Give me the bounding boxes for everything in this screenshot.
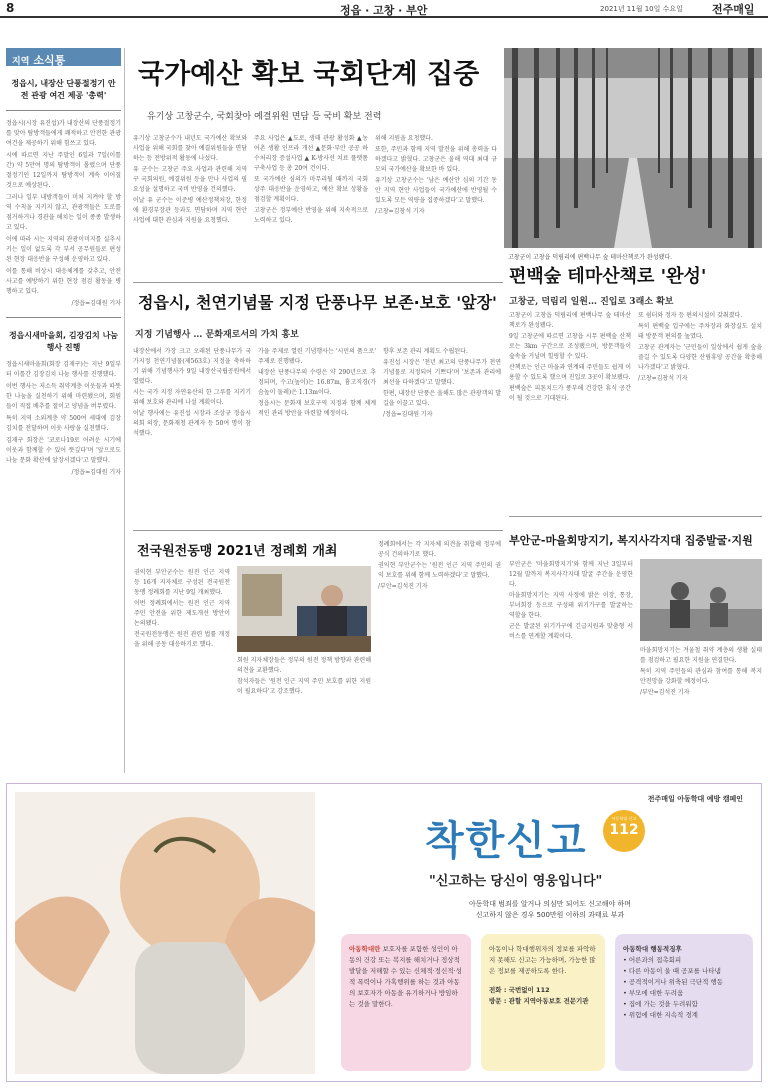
page-header bbox=[0, 0, 768, 18]
third-col-1: 고창군이 고창읍 덕림리에 편백나무 숲 테마산책로가 완성됐다. 9일 고창군에 따르면 고창읍 시무 편백숲 산책로는 3km 구간으로 조성됐으며, 방문객들이 숲속을 거닐며 힐링할 수 있다. 산책로는 인근 마을과 연계돼 주민들도 쉽게 이용할 수 있도록 했으며 진입로 3곳이 확보됐다. 편백숲은 피톤치드가 풍부해 건강한 휴식 공간이 될 것으로 기대된다. bbox=[509, 312, 631, 402]
second-col-2: 가을 주제로 열린 기념행사는 '시민의 품으로' 주제로 진행됐다. 내장산 단풍나무의 수령은 약 290년으로 추정되며, 수고(높이)는 16.87m, 흉고직경(가슴높이 둘레)은 1.13m이다. 정읍시는 문화재 보호구역 지정과 함께 체계적인 관리 방안을 마련할 예정이다. bbox=[258, 348, 376, 417]
sidebar: 지역 소식통 정읍시, 내장산 단풍절정기 안전 관광 여건 제공 '총력' 정읍시(시장 유진섭)가 내장산의 단풍절정기를 맞아 탐방객들에게 쾌적하고 안전한 관광 여건을 제공하기 위해 힘쓰고 있다. 시에 따르면 지난 주말인 6일과 7일(이틀 간) 약 5만여 명의 탐방객이 몰렸으며 단풍절정기인 12일까지 탐방객이 계속 이어질 것으로 예상된다. 그러나 일부 내방객들이 미처 지켜야 할 방역 수칙을 지키지 않고, 관광객들은 도로를 점거하거나 경관을 해치는 일이 종종 발생하고 있다. 이에 따라 시는 지역의 관광이미지를 실추시키는 일이 없도록 각 부서 공무원들로 편성된 현장 대응반을 구성해 운영하고 있다. 이를 통해 비상시 대응체계를 갖추고, 안전사고를 예방하기 위한 현장 점검 활동을 병행하고 있다. /정읍=김대원 기자 정읍시새마을회, 김장김치 나눔 행사 진행 정읍시새마을회(회장 김재구)는 지난 9일부터 이틀간 김장김치 나눔 행사를 진행했다. 이번 행사는 저소득 취약계층 이웃들과 따뜻한 나눔을 실천하기 위해 마련됐으며, 회원들이 직접 배추를 절이고 양념을 버무렸다. 특히 지역 소외계층 약 500여 세대에 김장김치를 전달하며 이웃 사랑을 실천했다. 김재구 회장은 '코로나19로 어려운 시기에 이웃과 함께할 수 있어 뜻깊다'며 '앞으로도 나눔 문화 확산에 앞장서겠다'고 말했다. /정읍=김대원 기자 bbox=[6, 48, 121, 773]
third-col-2: 또 쉼터와 정자 등 편의시설이 갖춰졌다. 특히 편백숲 입구에는 주차장과 화장실도 설치돼 방문객 편의를 높였다. 고창군 관계자는 '군민들이 일상에서 쉽게 숲을 즐길 수 있도록 다양한 산림휴양 공간을 확충해 나가겠다'고 밝혔다. /고창=김창석 기자 bbox=[638, 312, 762, 382]
byline: /부안=김석진 기자 bbox=[640, 689, 690, 696]
fourth-col-2: 회원 지자체장들은 정부의 원전 정책 방향과 관련해 의견을 교환했다. 참석자들은 '원전 인근 지역 주민 보호를 위한 지원이 필요하다'고 강조했다. bbox=[237, 657, 371, 695]
campaign-ad bbox=[6, 783, 762, 1082]
ad-box-report: 아동이나 학대행위자의 정보를 파악하지 못해도 신고는 가능하며, 가능한 많은 정보를 제공하도록 한다. 전화 : 국번없이 112 방문 : 관할 지역아동보호 전문기관 bbox=[481, 934, 605, 1071]
second-subtitle: 지정 기념행사 … 문화재로서의 가치 홍보 bbox=[135, 330, 299, 340]
sidebar-headline: 정읍시새마을회, 김장김치 나눔 행사 진행 bbox=[8, 331, 119, 352]
third-headline: 편백숲 테마산책로 '완성' bbox=[509, 266, 707, 287]
third-subtitle: 고창군, 덕림리 일원… 진입로 3래소 확보 bbox=[509, 297, 674, 307]
byline: /정읍=김대원 기자 bbox=[383, 411, 433, 418]
byline: /고창=김창석 기자 bbox=[638, 375, 688, 382]
volunteer-photo bbox=[640, 559, 762, 641]
ad-logo: 착한신고 bbox=[425, 818, 588, 864]
sidebar-tag: 지역 소식통 bbox=[6, 48, 121, 66]
meeting-photo bbox=[237, 566, 371, 652]
fourth-col-3: 정례회에서는 각 지자체 의견을 취합해 정부에 공식 건의하기로 했다. 권익현 부안군수는 '원전 인근 지역 주민의 권익 보호를 위해 함께 노력하겠다'고 말했다. /부안=김석진 기자 bbox=[378, 541, 501, 590]
hands-illustration bbox=[15, 792, 315, 1074]
fourth-col-1: 권익현 부안군수는 원전 인근 지역 등 16개 지자체로 구성된 전국원전동맹 정례회를 지난 9일 개최했다. 이번 정례회에서는 원전 인근 지역 주민 안전을 위한 제도개선 방안이 논의됐다. 전국원전동맹은 원전 관련 법률 개정을 위해 공동 대응하기로 했다. bbox=[134, 569, 230, 648]
ad-box-definition: 아동학대란 보호자를 포함한 성인이 아동의 건강 또는 복지를 해치거나 정상적 발달을 저해할 수 있는 신체적·정신적·성적 폭력이나 가혹행위를 하는 것과 아동의 보호자가 아동을 유기하거나 방임하는 것을 말한다. bbox=[341, 934, 471, 1071]
ad-box-signs: 아동학대 행동적징후 • 어른과의 접촉회피 • 다른 아동이 울 때 공포를 나타냄 • 공격적이거나 위축된 극단적 행동 • 부모에 대한 두려움 • 집에 가는 것을 두려워함 • 위험에 대한 지속적 경계 bbox=[615, 934, 753, 1071]
photo-caption: 고창군이 고창읍 덕림리에 편백나무 숲 테마산책로가 완성됐다. bbox=[508, 254, 673, 261]
fifth-headline: 부안군-마을회망지기, 복지사각지대 집중발굴·지원 bbox=[509, 534, 753, 547]
sidebar-headline: 정읍시, 내장산 단풍절정기 안전 관광 여건 제공 '총력' bbox=[11, 79, 116, 100]
ad-description: 아동학대 범죄를 알거나 의심만 되어도 신고해야 하며 신고하지 않은 경우 500만원 이하의 과태료 부과 bbox=[468, 900, 632, 919]
lead-subtitle: 유기상 고창군수, 국회찾아 예결위원 면담 등 국비 확보 전력 bbox=[147, 112, 382, 122]
fourth-headline: 전국원전동맹 2021년 정례회 개최 bbox=[137, 544, 338, 559]
second-col-3: 향후 보존 관리 계획도 수립된다. 유진섭 시장은 '천년 최고의 단풍나무가 천연기념물로 지정되어 기쁘다'며 '보존과 관리에 최선을 다하겠다'고 말했다. 한편, 내장산 단풍은 올해도 많은 관광객의 발길을 이끌고 있다. /정읍=김대원 기자 bbox=[383, 348, 501, 418]
byline: /정읍=김대원 기자 bbox=[71, 469, 121, 476]
campaign-label: 전주매일 아동학대 예방 캠페인 bbox=[647, 795, 743, 803]
forest-path-photo bbox=[504, 48, 762, 248]
lead-col-1: 유기상 고창군수가 내년도 국가예산 확보와 사업을 위해 국회를 찾아 예결위원들을 면담하는 등 전방위적 활동에 나섰다. 유 군수는 고창군 주요 사업과 관련해 지역구 국회의원, 예결위원 등을 만나 사업의 필요성을 설명하고 국비 반영을 건의했다. 이날 유 군수는 이준병 예산정책처장, 한정애 환경부장관 등과도 면담하며 지역 현안 사업에 대한 관심과 지원을 요청했다. bbox=[133, 135, 247, 224]
ad-slogan: "신고하는 당신이 영웅입니다" bbox=[429, 874, 603, 889]
page-number: 8 bbox=[6, 1, 15, 15]
lead-col-3: 위해 지원을 요청했다. 또한, 주민과 함께 지역 발전을 위해 총력을 다하겠다고 밝혔다. 고창군은 올해 역대 최대 규모의 국가예산을 확보한 바 있다. 유기상 고창군수는 '남은 예산안 심의 기간 동안 지역 현안 사업들이 국가예산에 반영될 수 있도록 모든 역량을 집중하겠다'고 말했다. /고창=김창석 기자 bbox=[375, 135, 497, 215]
issue-date: 2021년 11월 10일 수요일 bbox=[600, 5, 683, 13]
section-title: 정읍 · 고창 · 부안 bbox=[340, 4, 428, 17]
lead-headline: 국가예산 확보 국회단계 집중 bbox=[138, 59, 480, 90]
byline: /부안=김석진 기자 bbox=[378, 583, 428, 590]
lead-col-2: 주요 사업은 ▲도로, 생태 관광 활성화 ▲농어촌 생활 인프라 개선 ▲문화·부안 공공 하수처리장 증설사업 ▲ K-방사선 치료 플랫폼 구축사업 등 총 20여 건이다. 또 국가예산 심의가 마무리될 때까지 국회 상주 대응반을 운영하고, 예산 확보 상황을 점검할 계획이다. 고창군은 정부예산 반영을 위해 지속적으로 노력하고 있다. bbox=[254, 135, 368, 224]
byline: /고창=김창석 기자 bbox=[375, 208, 425, 215]
second-headline: 정읍시, 천연기념물 지정 단풍나무 보존·보호 '앞장' bbox=[138, 293, 497, 312]
fifth-col-1: 부안군은 '마을회망지기'와 함께 지난 3일부터 12월 말까지 복지사각지대 발굴 주간을 운영한다. 마을회망지기는 지역 사정에 밝은 이장, 통장, 부녀회장 등으로 구성돼 위기가구를 발굴하는 역할을 한다. 군은 발굴된 위기가구에 긴급지원과 맞춤형 서비스를 연계할 계획이다. bbox=[509, 561, 633, 640]
byline: /정읍=김대원 기자 bbox=[71, 300, 121, 307]
fifth-col-2: 마을회망지기는 겨울철 취약 계층의 생활 실태를 점검하고 필요한 지원을 연결한다. 특히 지역 주민들의 관심과 참여를 통해 복지 안전망을 강화할 예정이다. /부안=김석진 기자 bbox=[640, 647, 762, 696]
paper-name: 전주매일 bbox=[712, 3, 755, 16]
badge-112: 아동학대 신고 112 bbox=[603, 810, 645, 852]
second-col-1: 내장산에서 가장 크고 오래된 단풍나무가 국가지정 천연기념물(제563호) 지정을 축하하기 위해 기념행사가 9일 내장산국립공원에서 열렸다. 시는 국가 지정 자연유산의 한 그루를 지키기 위해 보호와 관리에 나설 계획이다. 이날 행사에는 유진섭 시장과 조상규 정읍시의회 의장, 문화재청 관계자 등 50여 명이 참석했다. bbox=[133, 348, 251, 437]
